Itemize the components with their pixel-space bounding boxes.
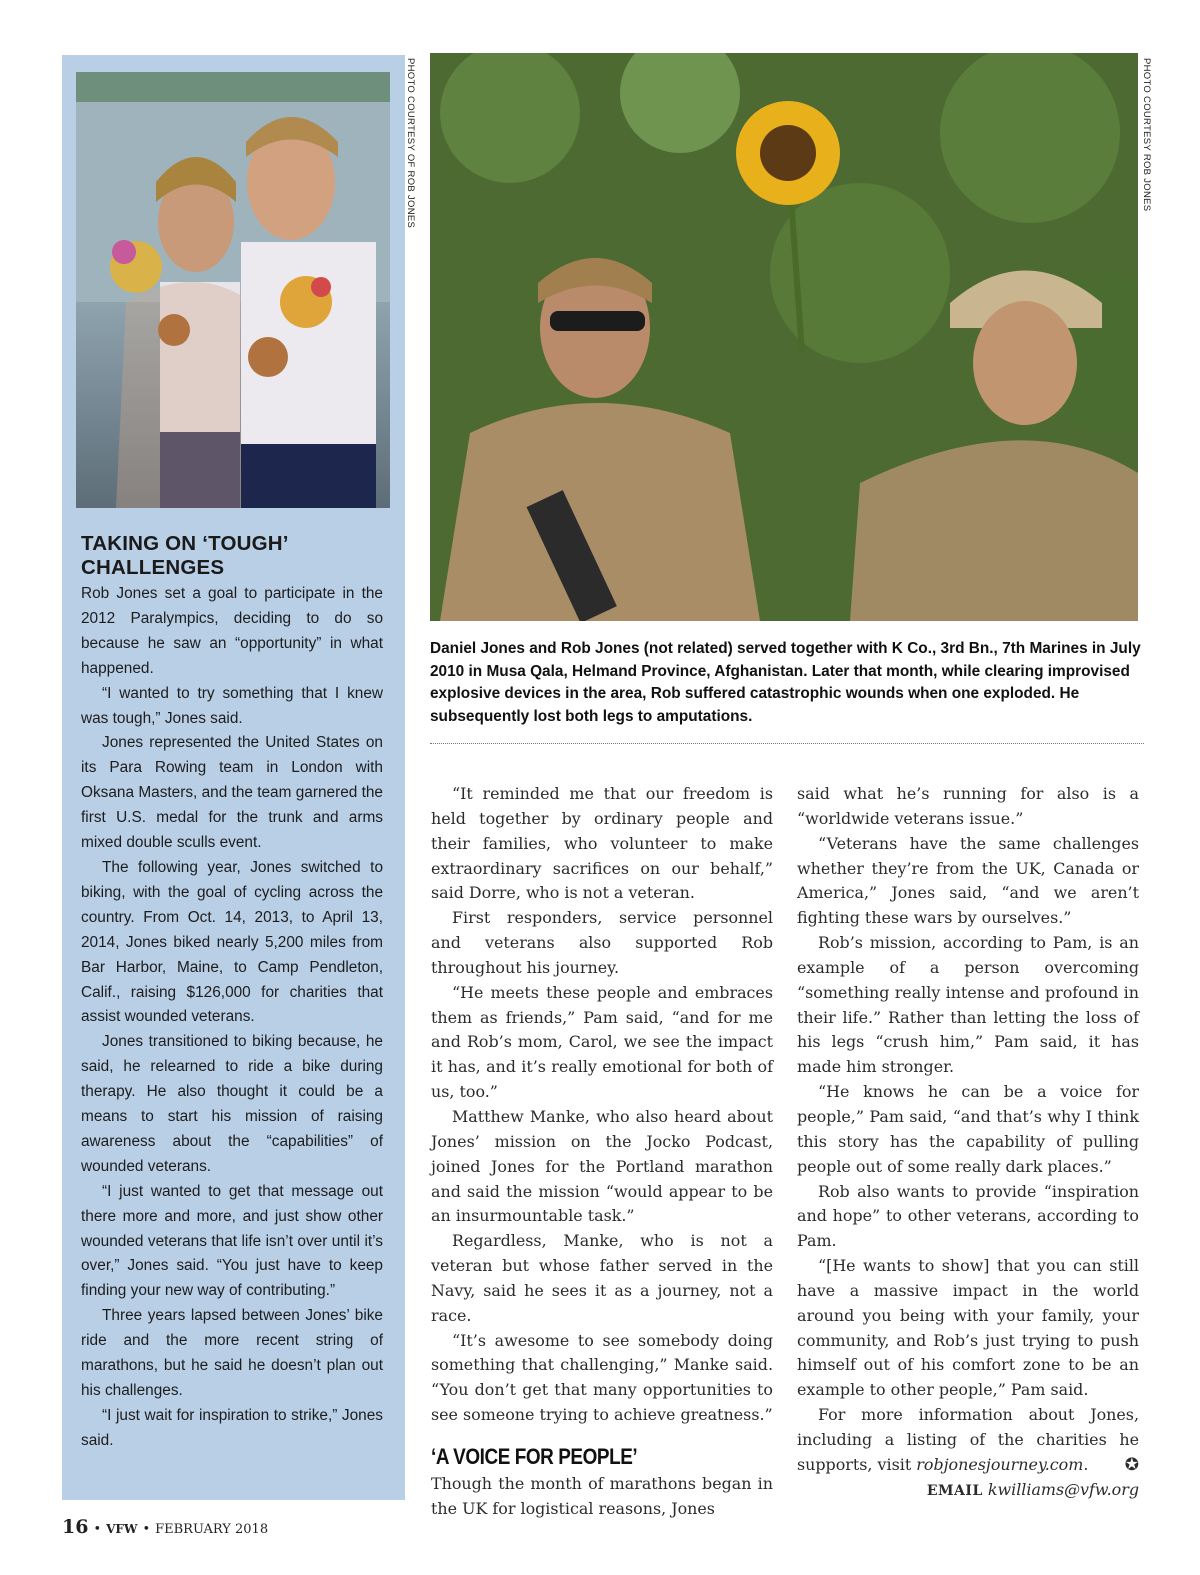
footer-separator: • [93, 1522, 102, 1537]
article-paragraph: Regardless, Manke, who is not a veteran but whose father served in the Navy, said he sees it as a journey, not a race. [431, 1231, 773, 1325]
article-paragraph: “[He wants to show] that you can still have a massive impact in the world around you being with your family, your community, and Rob’s just trying to push himself out of his comfort zone to be an example to other people,” Pam said. [797, 1256, 1139, 1400]
article-paragraph: said what he’s running for also is a “worldwide veterans issue.” [797, 784, 1139, 828]
article-paragraph: Rob’s mission, according to Pam, is an example of a person overcoming “something really intense and profound in their life.” Rather than letting the loss of his legs “crush him,” Pam said, it has made him stronger. [797, 933, 1139, 1077]
sidebar-paragraph: Three years lapsed between Jones’ bike ride and the more recent string of marathons, but he said he doesn’t plan out his challenges. [81, 1307, 383, 1399]
sidebar-heading: TAKING ON ‘TOUGH’ CHALLENGES [81, 532, 288, 579]
sidebar-paragraph: “I just wanted to get that message out there more and more, and just show other wounded veterans that life isn’t over until it’s over,” Jones said. “You just have to keep finding your new way of contributing.” [81, 1182, 383, 1300]
closing-text: For more information about Jones, including a listing of the charities he supports, visit [797, 1405, 1139, 1474]
magazine-name: VFW [106, 1522, 138, 1536]
sidebar-paragraph: “I just wait for inspiration to strike,” Jones said. [81, 1406, 383, 1449]
sidebar-paragraph: Jones transitioned to biking because, he said, he relearned to ride a bike during therapy. He also thought it could be a means to start his mission of raising awareness about the “capabilities” of wounded veterans. [81, 1033, 383, 1175]
article-paragraph: “He meets these people and embraces them as friends,” Pam said, “and for me and Rob’s mom, Carol, we see the impact it has, and it’s really emotional for both of us, too.” [431, 982, 773, 1102]
article-column-1 [431, 782, 773, 1522]
article-paragraph: Rob also wants to provide “inspiration and hope” to other veterans, according to Pam. [797, 1181, 1139, 1251]
article-paragraph: “Veterans have the same challenges whether they’re from the UK, Canada or America,” Jones said, “and we aren’t fighting these wars by ourselves.” [797, 833, 1139, 928]
article-paragraph: Though the month of marathons began in the UK for logistical reasons, Jones [431, 1473, 773, 1518]
article-paragraph: Matthew Manke, who also heard about Jones’ mission on the Jocko Podcast, joined Jones for the Portland marathon and said the mission “would appear to be an insurmountable task.” [431, 1106, 773, 1226]
article-paragraph: “It’s awesome to see somebody doing something that challenging,” Manke said. “You don’t get that many opportunities to see someone trying to achieve greatness.” [431, 1330, 773, 1425]
article-paragraph: “He knows he can be a voice for people,” Pam said, “and that’s why I think this story has the capability of pulling people out of some really dark places.” [797, 1082, 1139, 1176]
email-label: EMAIL [926, 1482, 983, 1499]
page-footer [62, 1516, 268, 1538]
sidebar-paragraph: The following year, Jones switched to biking, with the goal of cycling across the country. From Oct. 14, 2013, to April 13, 2014, Jones biked nearly 5,200 miles from Bar Harbor, Maine, to Camp Pendleton, Calif., raising $126,000 for charities that assist wounded veterans. [81, 858, 383, 1026]
article-subhead: ‘A VOICE FOR PEOPLE’ [431, 1443, 638, 1469]
page-number: 16 [62, 1516, 89, 1538]
closing-period: . [1083, 1454, 1089, 1474]
article-closing-paragraph [797, 1403, 1139, 1478]
article-paragraph: “It reminded me that our freedom is held together by ordinary people and their families, who volunteer to make extraordinary sacrifices on our behalf,” said Dorre, who is not a veteran. [431, 784, 773, 903]
author-email-line [797, 1478, 1139, 1504]
article-paragraph: First responders, service personnel and veterans also supported Rob throughout his journey. [431, 908, 773, 977]
sidebar-paragraph: Jones represented the United States on its Para Rowing team in London with Oksana Masters, and the team garnered the first U.S. medal for the trunk and arms mixed double sculls event. [81, 734, 383, 852]
sidebar-paragraph: Rob Jones set a goal to participate in the 2012 Paralympics, deciding to do so because he saw an “opportunity” in what happened. [81, 585, 383, 677]
photo-credit-right: PHOTO COURTESY ROB JONES [1141, 58, 1152, 212]
sidebar-paragraph: “I wanted to try something that I knew was tough,” Jones said. [81, 684, 383, 727]
issue-date: FEBRUARY 2018 [155, 1522, 269, 1537]
end-mark-icon: ✪ [1124, 1454, 1139, 1475]
article-column-2 [797, 782, 1139, 1503]
photo-caption: Daniel Jones and Rob Jones (not related) served together with K Co., 3rd Bn., 7th Marines in July 2010 in Musa Qala, Helmand Province, Afghanistan. Later that month, while clearing improvised explosive devices in the area, Rob suffered catastrophic wounds when one exploded. He subsequently lost both legs to amputations. [430, 640, 1141, 725]
website-link[interactable]: robjonesjourney.com [916, 1454, 1084, 1474]
caption-divider [430, 743, 1144, 744]
sidebar-article [81, 532, 383, 1454]
rowing-medal-photo [76, 72, 390, 508]
author-email[interactable]: kwilliams@vfw.org [987, 1479, 1139, 1499]
footer-separator: • [142, 1522, 151, 1537]
photo-credit-left: PHOTO COURTESY OF ROB JONES [405, 58, 416, 229]
marines-sunflower-photo [430, 53, 1138, 621]
